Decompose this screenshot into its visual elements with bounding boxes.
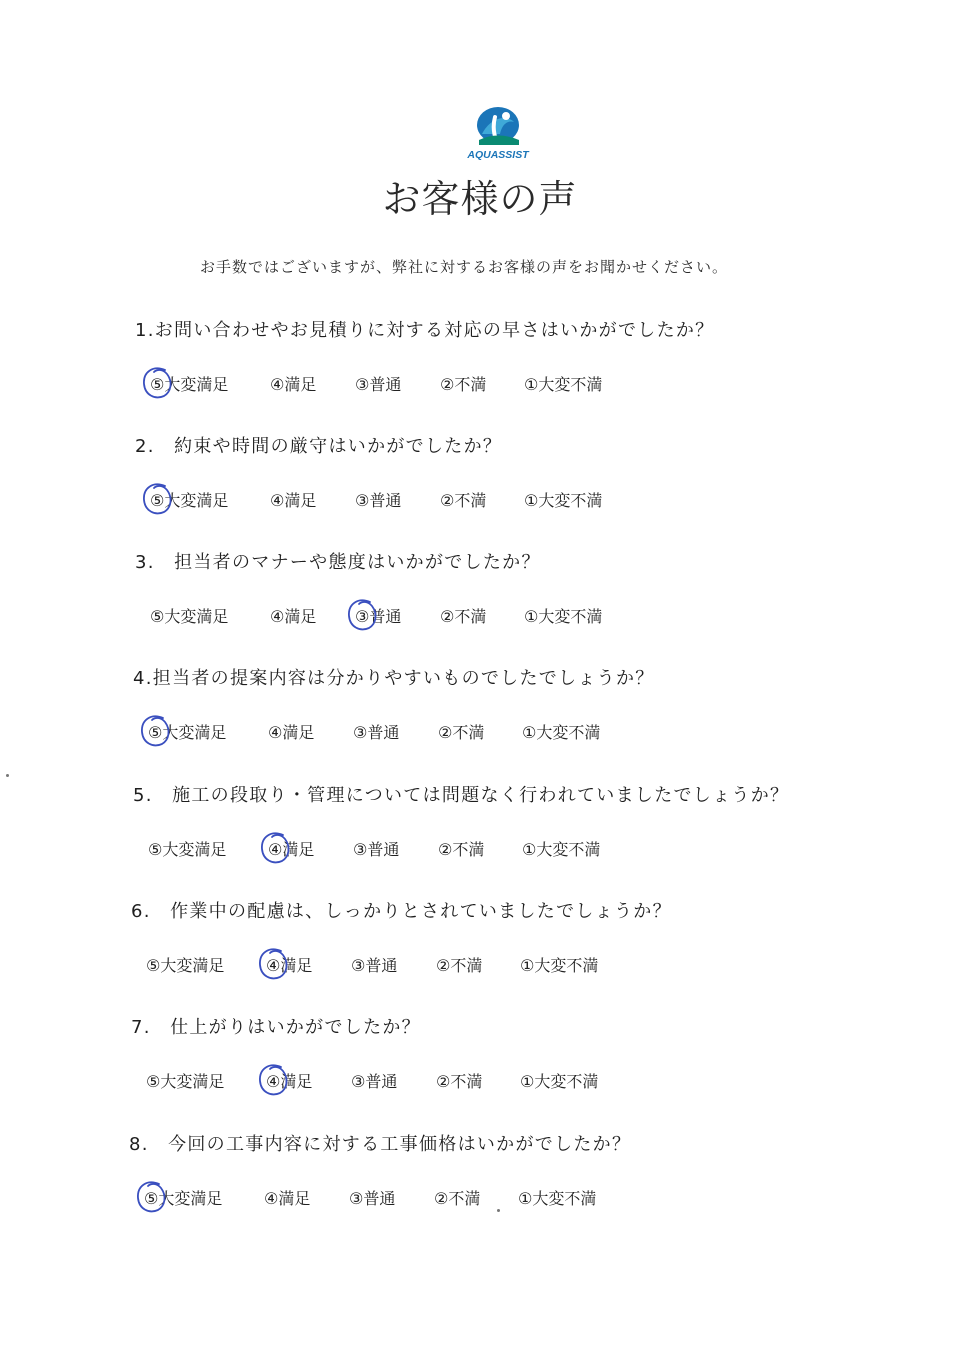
option-very-satisfied[interactable]: ⑤大変満足	[150, 607, 229, 626]
option-satisfied[interactable]: ④満足	[270, 491, 317, 510]
answer-options-3	[150, 604, 670, 630]
option-very-satisfied[interactable]: ⑤大変満足	[150, 491, 229, 510]
option-dissatisfied[interactable]: ②不満	[440, 375, 487, 394]
option-very-dissatisfied[interactable]: ①大変不満	[522, 723, 601, 742]
option-very-satisfied[interactable]: ⑤大変満足	[144, 1189, 223, 1208]
scan-speck	[6, 774, 9, 777]
option-dissatisfied[interactable]: ②不満	[434, 1189, 481, 1208]
logo-mark-icon	[462, 104, 534, 162]
option-neutral[interactable]: ③普通	[355, 607, 402, 626]
option-very-dissatisfied[interactable]: ①大変不満	[522, 840, 601, 859]
option-neutral[interactable]: ③普通	[353, 840, 400, 859]
option-very-satisfied[interactable]: ⑤大変満足	[148, 723, 227, 742]
answer-options-2	[150, 488, 670, 514]
option-neutral[interactable]: ③普通	[349, 1189, 396, 1208]
option-satisfied[interactable]: ④満足	[270, 375, 317, 394]
option-satisfied[interactable]: ④満足	[268, 840, 315, 859]
option-neutral[interactable]: ③普通	[355, 491, 402, 510]
option-very-satisfied[interactable]: ⑤大変満足	[150, 375, 229, 394]
option-dissatisfied[interactable]: ②不満	[436, 1072, 483, 1091]
option-dissatisfied[interactable]: ②不満	[438, 840, 485, 859]
aquassist-logo	[462, 104, 534, 162]
option-satisfied[interactable]: ④満足	[270, 607, 317, 626]
question-8: 8. 今回の工事内容に対する工事価格はいかがでしたか？	[129, 1134, 632, 1155]
question-5: 5. 施工の段取り・管理については問題なく行われていましたでしょうか？	[133, 785, 790, 806]
option-neutral[interactable]: ③普通	[353, 723, 400, 742]
option-very-satisfied[interactable]: ⑤大変満足	[146, 956, 225, 975]
option-very-dissatisfied[interactable]: ①大変不満	[524, 375, 603, 394]
question-4: 4.担当者の提案内容は分かりやすいものでしたでしょうか？	[133, 668, 655, 689]
option-very-dissatisfied[interactable]: ①大変不満	[524, 607, 603, 626]
option-dissatisfied[interactable]: ②不満	[440, 491, 487, 510]
answer-options-1	[150, 372, 670, 398]
question-2: 2. 約束や時間の厳守はいかがでしたか？	[135, 436, 503, 457]
option-very-dissatisfied[interactable]: ①大変不満	[524, 491, 603, 510]
answer-options-4	[148, 720, 668, 746]
question-7: 7. 仕上がりはいかがでしたか？	[131, 1017, 421, 1038]
option-dissatisfied[interactable]: ②不満	[436, 956, 483, 975]
option-satisfied[interactable]: ④満足	[264, 1189, 311, 1208]
page-title: お客様の声	[382, 177, 578, 221]
option-satisfied[interactable]: ④満足	[268, 723, 315, 742]
option-very-satisfied[interactable]: ⑤大変満足	[148, 840, 227, 859]
option-very-dissatisfied[interactable]: ①大変不満	[520, 956, 599, 975]
option-satisfied[interactable]: ④満足	[266, 956, 313, 975]
option-very-dissatisfied[interactable]: ①大変不満	[518, 1189, 597, 1208]
logo-wordmark: AQUASSIST	[467, 149, 529, 161]
option-neutral[interactable]: ③普通	[351, 956, 398, 975]
option-neutral[interactable]: ③普通	[351, 1072, 398, 1091]
question-3: 3. 担当者のマナーや態度はいかがでしたか？	[135, 552, 541, 573]
option-very-satisfied[interactable]: ⑤大変満足	[146, 1072, 225, 1091]
option-neutral[interactable]: ③普通	[355, 375, 402, 394]
answer-options-6	[146, 953, 666, 979]
answer-options-7	[146, 1069, 666, 1095]
answer-options-8	[144, 1186, 664, 1212]
option-dissatisfied[interactable]: ②不満	[440, 607, 487, 626]
option-dissatisfied[interactable]: ②不満	[438, 723, 485, 742]
scan-speck	[497, 1209, 500, 1212]
question-1: 1.お問い合わせやお見積りに対する対応の早さはいかがでしたか？	[135, 320, 715, 341]
intro-text: お手数ではございますが、弊社に対するお客様の声をお聞かせください。	[200, 258, 729, 276]
question-6: 6. 作業中の配慮は、しっかりとされていましたでしょうか？	[131, 901, 672, 922]
answer-options-5	[148, 837, 668, 863]
option-satisfied[interactable]: ④満足	[266, 1072, 313, 1091]
option-very-dissatisfied[interactable]: ①大変不満	[520, 1072, 599, 1091]
